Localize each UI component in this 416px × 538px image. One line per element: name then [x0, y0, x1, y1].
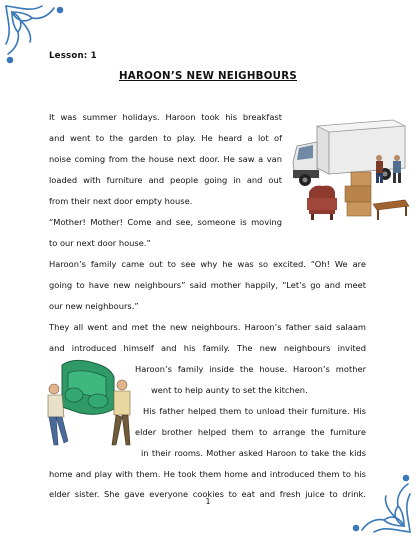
text-line: Haroon’s family inside the house. Haroon’s mother: [135, 364, 366, 374]
text-line: loaded with furniture and people going in and out: [49, 175, 282, 185]
text-line: and went to the garden to play. He heard a lot of: [49, 133, 282, 143]
text-line: our new neighbours.”: [49, 301, 139, 311]
lesson-label: Lesson: 1: [49, 51, 97, 61]
text-line: It was summer holidays. Haroon took his breakfast: [49, 112, 282, 122]
corner-ornament-top-left: [2, 2, 72, 72]
text-line: elder brother helped them to arrange the furniture: [135, 427, 366, 437]
text-line: Haroon’s family came out to see why he was so excited. “Oh! We are: [49, 259, 366, 269]
text-line: to our next door house.”: [49, 238, 151, 248]
text-line: from their next door empty house.: [49, 196, 193, 206]
page-number: 1: [205, 497, 211, 506]
text-line: His father helped them to unload their furniture. His: [143, 406, 366, 416]
text-line: noise coming from the house next door. He saw a van: [49, 154, 282, 164]
text-line: and introduced himself and his family. The new neighbours invited: [49, 343, 366, 353]
moving-van-illustration: [289, 118, 411, 230]
text-line: home and play with them. He took them home and introduced them to his: [49, 469, 366, 479]
men-carrying-sofa-illustration: [44, 355, 134, 451]
text-line: elder sister. She gave everyone cookies to eat and fresh juice to drink.: [49, 489, 366, 499]
page-title: HAROON’S NEW NEIGHBOURS: [118, 71, 298, 82]
text-line: They all went and met the new neighbours. Haroon’s father said salaam: [49, 322, 366, 332]
text-line: going to have new neighbours” said mother happily, “Let’s go and meet: [49, 280, 366, 290]
text-line: in their rooms. Mother asked Haroon to take the kids: [141, 448, 366, 458]
text-line: went to help aunty to set the kitchen.: [151, 385, 308, 395]
text-line: “Mother! Mother! Come and see, someone is moving: [49, 217, 282, 227]
